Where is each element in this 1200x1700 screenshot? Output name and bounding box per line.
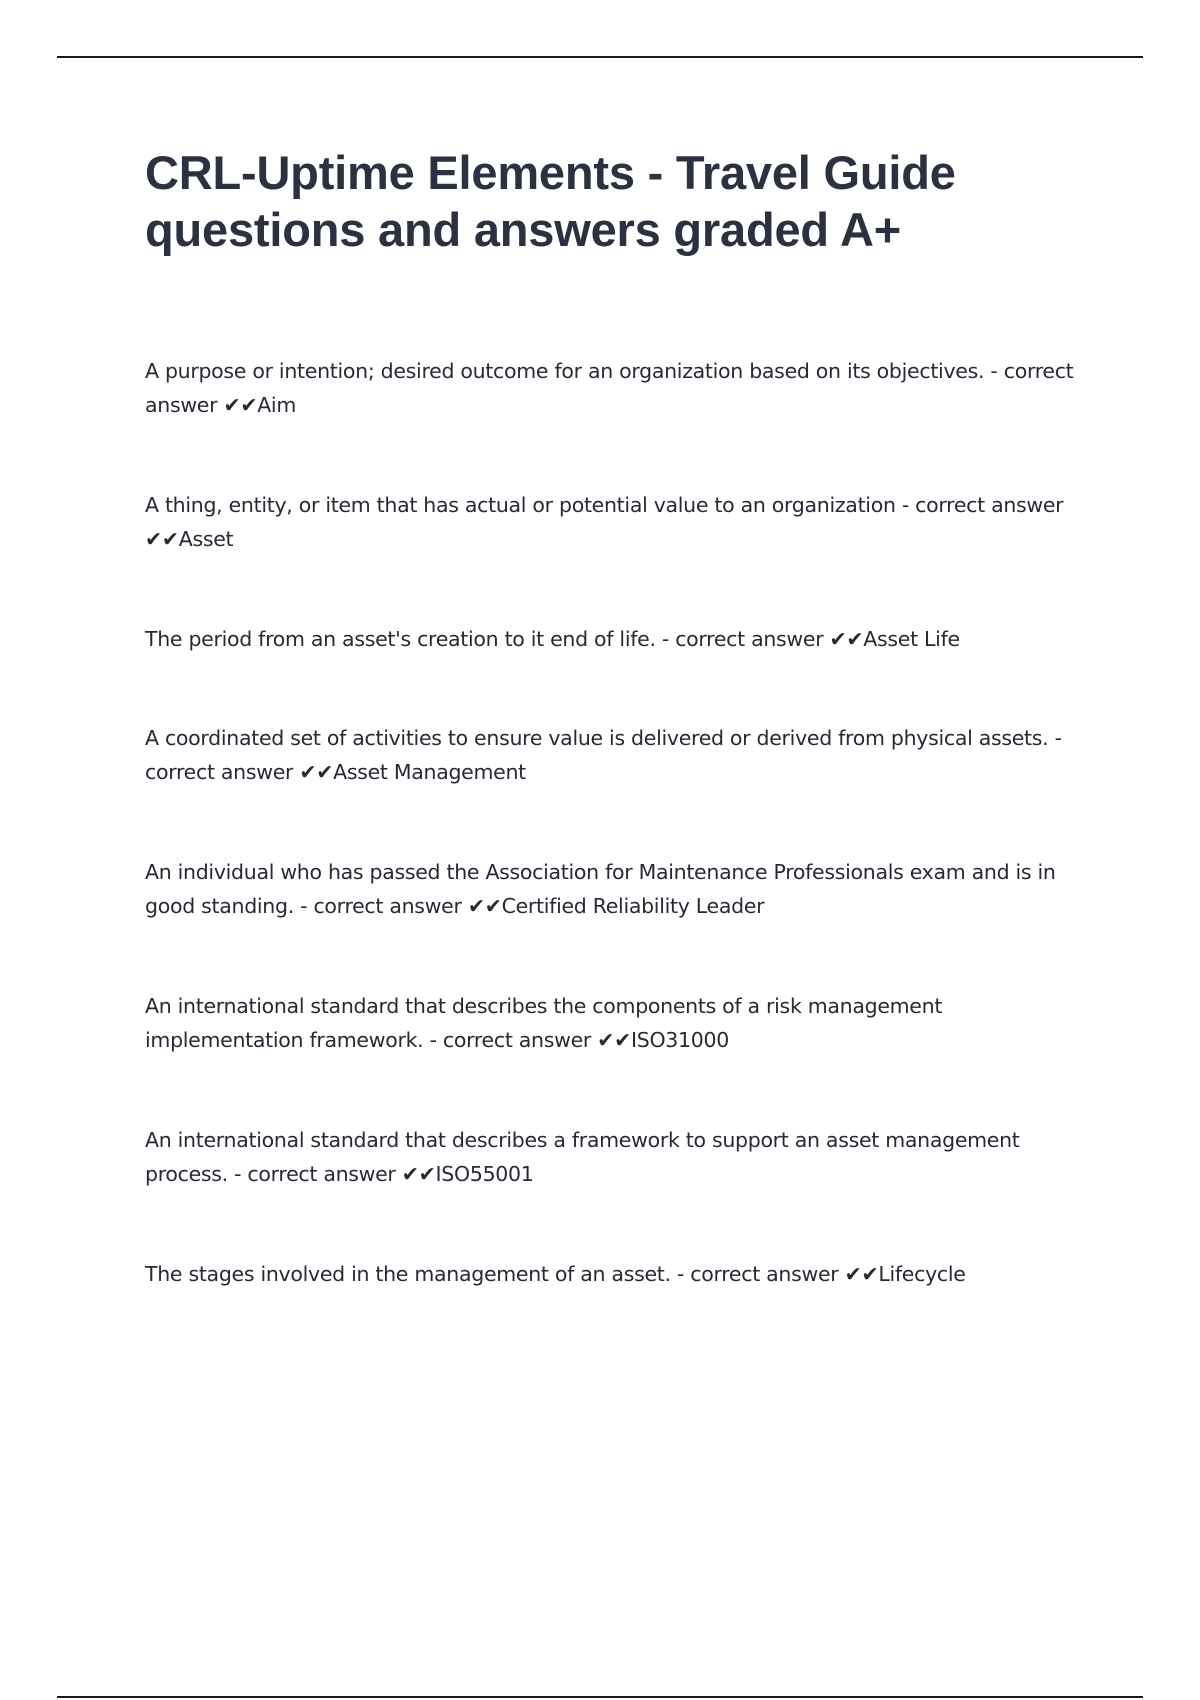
qa-item-certified-reliability-leader: An individual who has passed the Association for Maintenance Professionals exam and is in good standing. - correct answer ✔✔Certified Reliability Leader bbox=[145, 860, 1056, 918]
document-title: CRL-Uptime Elements - Travel Guide questions and answers graded A+ bbox=[145, 146, 956, 256]
qa-item-asset: A thing, entity, or item that has actual or potential value to an organization - correct answer ✔✔Asset bbox=[145, 493, 1064, 551]
bottom-divider bbox=[57, 1696, 1143, 1698]
qa-item-iso55001: An international standard that describes a framework to support an asset management process. - correct answer ✔✔ISO55001 bbox=[145, 1128, 1020, 1186]
qa-item-aim: A purpose or intention; desired outcome for an organization based on its objectives. - correct answer ✔✔Aim bbox=[145, 359, 1074, 417]
qa-item-lifecycle: The stages involved in the management of an asset. - correct answer ✔✔Lifecycle bbox=[145, 1262, 966, 1286]
top-divider bbox=[57, 56, 1143, 58]
qa-item-iso31000: An international standard that describes the components of a risk management implementation framework. - correct answer ✔✔ISO31000 bbox=[145, 994, 943, 1052]
qa-item-asset-life: The period from an asset's creation to it end of life. - correct answer ✔✔Asset Life bbox=[145, 627, 960, 651]
qa-item-asset-management: A coordinated set of activities to ensure value is delivered or derived from physical assets. - correct answer ✔✔Asset Management bbox=[145, 726, 1062, 784]
